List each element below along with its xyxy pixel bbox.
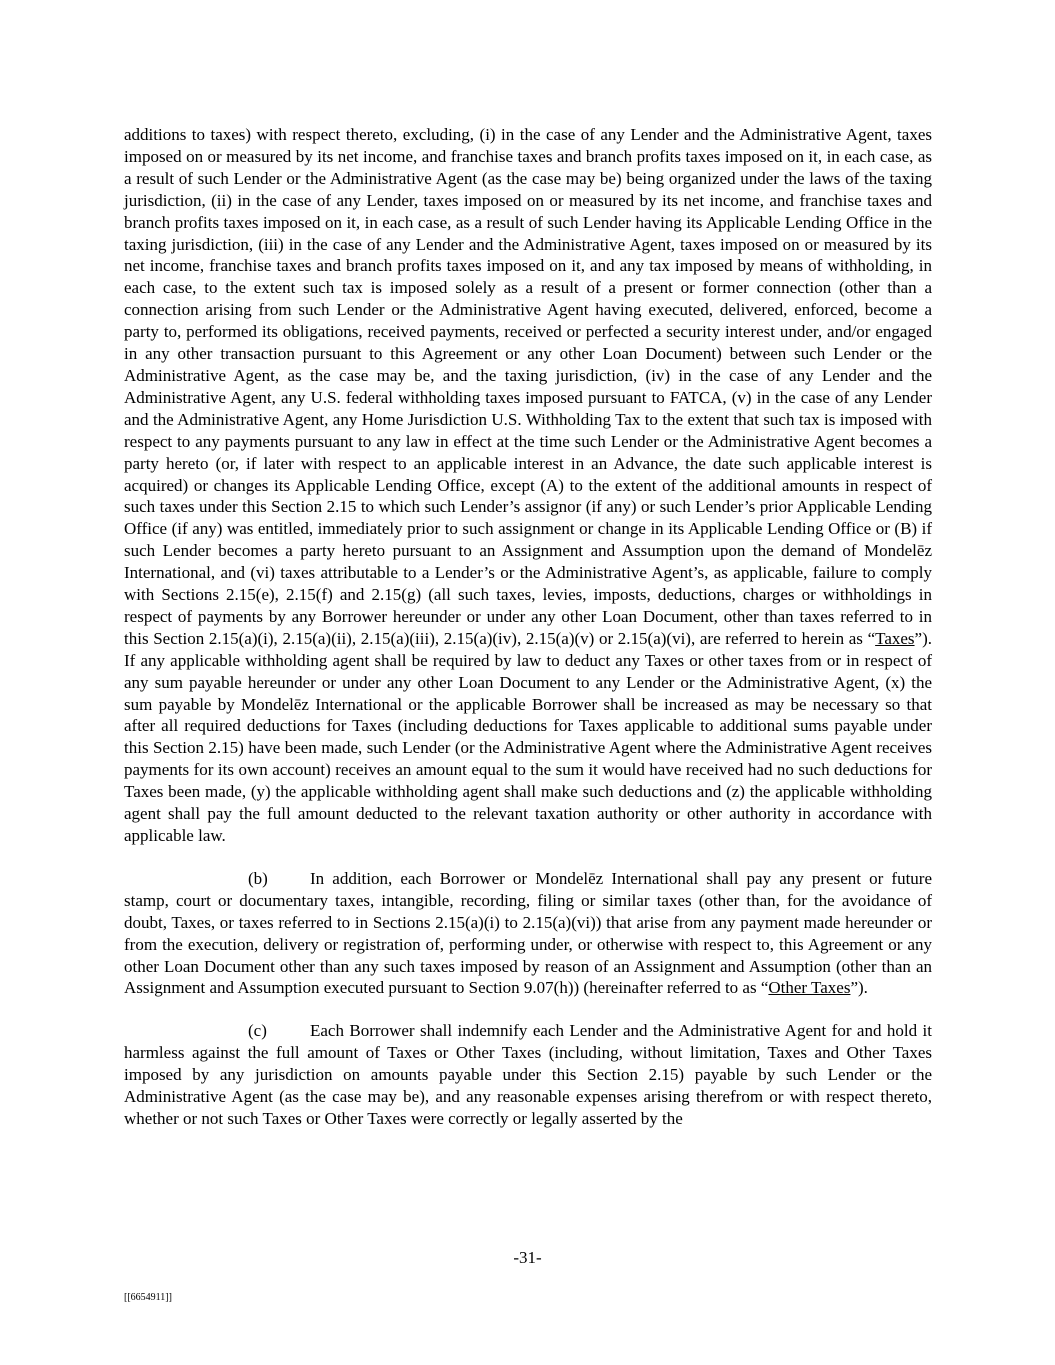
defined-term-taxes: Taxes <box>875 628 915 648</box>
paragraph-c-text: Each Borrower shall indemnify each Lender and the Administrative Agent for and hold it harmless against the full amount of Taxes or Other Taxes (including, without limitation, Taxes and Other Taxes imposed by any jurisdiction on amounts payable under this Section 2.15) payable by such Lender or the Administrative Agent (as the case may be), and any reasonable expenses arising therefrom or with respect thereto, whether or not such Taxes or Other Taxes were correctly or legally asserted by the <box>124 1021 932 1128</box>
paragraph-b-text-2: ”). <box>850 978 868 998</box>
paragraph-c <box>124 1020 932 1130</box>
defined-term-other-taxes: Other Taxes <box>768 978 851 998</box>
paragraph-a-text-1: additions to taxes) with respect thereto, excluding, (i) in the case of any Lender and the Administrative Agent, taxes imposed on or measured by its net income, and franchise taxes and branch profits taxes imposed on it, in each case, as a result of such Lender or the Administrative Agent (as the case may be) being organized under the laws of the taxing jurisdiction, (ii) in the case of any Lender, taxes imposed on or measured by its net income, and franchise taxes and branch profits taxes imposed on it, in each case, as a result of such Lender having its Applicable Lending Office in the taxing jurisdiction, (iii) in the case of any Lender and the Administrative Agent, taxes imposed on or measured by its net income, franchise taxes and branch profits taxes imposed on it, and any tax imposed by means of withholding, in each case, to the extent such tax is imposed solely as a result of a present or former connection (other than a connection arising from such Lender or the Administrative Agent having executed, delivered, enforced, become a party to, performed its obligations, received payments, received or perfected a security interest under, and/or engaged in any other transaction pursuant to this Agreement or any other Loan Document) between such Lender or the Administrative Agent, as the case may be, and the taxing jurisdiction, (iv) in the case of any Lender and the Administrative Agent, any U.S. federal withholding taxes imposed pursuant to FATCA, (v) in the case of any Lender and the Administrative Agent, any Home Jurisdiction U.S. Withholding Tax to the extent that such tax is imposed with respect to any payments pursuant to any law in effect at the time such Lender or the Administrative Agent becomes a party hereto (or, if later with respect to an applicable interest in an Advance, the date such applicable interest is acquired) or changes its Applicable Lending Office, except (A) to the extent of the additional amounts in respect of such taxes under this Section 2.15 to which such Lender’s assignor (if any) or such Lender’s prior Applicable Lending Office (if any) was entitled, immediately prior to such assignment or change in its Applicable Lending Office or (B) if such Lender becomes a party hereto pursuant to an Assignment and Assumption upon the demand of Mondelēz International, and (vi) taxes attributable to a Lender’s or the Administrative Agent’s, as applicable, failure to comply with Sections 2.15(e), 2.15(f) and 2.15(g) (all such taxes, levies, imposts, deductions, charges or withholdings in respect of payments by any Borrower hereunder or under any other Loan Document, other than taxes referred to in this Section 2.15(a)(i), 2.15(a)(ii), 2.15(a)(iii), 2.15(a)(iv), 2.15(a)(v) or 2.15(a)(vi), are referred to herein as “ <box>124 125 932 648</box>
page-number: -31- <box>513 1248 542 1267</box>
paragraph-b-label: (b) <box>248 868 268 888</box>
document-body <box>124 124 932 1130</box>
paragraph-b-text-1: In addition, each Borrower or Mondelēz International shall pay any present or future stamp, court or documentary taxes, intangible, recording, filing or similar taxes (other than, for the avoidance of doubt, Taxes, or taxes referred to in Sections 2.15(a)(i) to 2.15(a)(vi)) that arise from any payment made hereunder or from the execution, delivery or registration of, performing under, or otherwise with respect to, this Agreement or any other Loan Document other than any such taxes imposed by reason of an Assignment and Assumption (other than an Assignment and Assumption executed pursuant to Section 9.07(h)) (hereinafter referred to as “ <box>124 868 932 998</box>
paragraph-a <box>124 124 932 847</box>
paragraph-a-text-2: ”). If any applicable withholding agent shall be required by law to deduct any Taxes or other taxes from or in respect of any sum payable hereunder or under any other Loan Document to any Lender or the Administrative Agent, (x) the sum payable by Mondelēz International or the applicable Borrower shall be increased as may be necessary so that after all required deductions for Taxes (including deductions for Taxes applicable to additional sums payable under this Section 2.15) have been made, such Lender (or the Administrative Agent where the Administrative Agent receives payments for its own account) receives an amount equal to the sum it would have received had no such deductions for Taxes been made, (y) the applicable withholding agent shall make such deductions and (z) the applicable withholding agent shall pay the full amount deducted to the relevant taxation authority or other authority in accordance with applicable law. <box>124 628 932 845</box>
paragraph-c-label: (c) <box>248 1021 267 1041</box>
document-id: [[6654911]] <box>124 1292 172 1303</box>
paragraph-b <box>124 868 932 999</box>
